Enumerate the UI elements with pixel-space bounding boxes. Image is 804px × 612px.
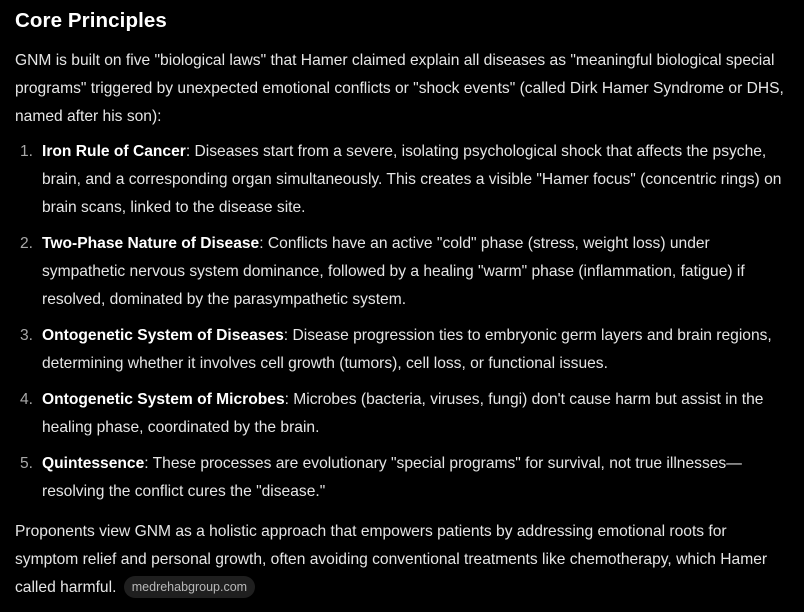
source-citation-chip[interactable]: medrehabgroup.com xyxy=(124,576,255,598)
list-item-text: : Microbes (bacteria, viruses, fungi) don't cause harm but assist in the healing phase, coordinated by the brain. xyxy=(42,391,764,436)
list-item-term: Ontogenetic System of Microbes xyxy=(42,391,285,408)
list-item xyxy=(15,138,790,222)
principles-list xyxy=(15,138,790,514)
list-item-number: 3. xyxy=(20,327,34,344)
list-item-term: Two-Phase Nature of Disease xyxy=(42,235,260,252)
list-item xyxy=(15,322,790,378)
list-item-text: : These processes are evolutionary "special programs" for survival, not true illnesses—resolving the conflict cures the "disease." xyxy=(42,455,742,500)
list-item-number: 5. xyxy=(20,455,34,472)
list-item-term: Quintessence xyxy=(42,455,145,472)
list-item-number: 1. xyxy=(20,143,34,160)
list-item-text: : Conflicts have an active "cold" phase (stress, weight loss) under sympathetic nervous system dominance, followed by a healing "warm" phase (inflammation, fatigue) if resolved, dominated by the parasympathetic system. xyxy=(42,235,745,308)
intro-paragraph: GNM is built on five "biological laws" that Hamer claimed explain all diseases as "meaningful biological special programs" triggered by unexpected emotional conflicts or "shock events" (called Dirk Hamer Syndrome or DHS, named after his son): xyxy=(15,52,784,125)
list-item-number: 4. xyxy=(20,391,34,408)
outro-paragraph xyxy=(15,518,790,602)
list-item-text: : Disease progression ties to embryonic germ layers and brain regions, determining whether it involves cell growth (tumors), cell loss, or functional issues. xyxy=(42,327,772,372)
list-item-term: Ontogenetic System of Diseases xyxy=(42,327,284,344)
section-heading: Core Principles xyxy=(15,9,167,32)
list-item xyxy=(15,386,790,442)
list-item-term: Iron Rule of Cancer xyxy=(42,143,186,160)
list-item-number: 2. xyxy=(20,235,34,252)
list-item xyxy=(15,450,790,506)
list-item xyxy=(15,230,790,314)
list-item-text: : Diseases start from a severe, isolating psychological shock that affects the psyche, brain, and a corresponding organ simultaneously. This creates a visible "Hamer focus" (concentric rings) on brain scans, linked to the disease site. xyxy=(42,143,782,216)
outro-text: Proponents view GNM as a holistic approach that empowers patients by addressing emotional roots for symptom relief and personal growth, often avoiding conventional treatments like chemotherapy, which Hamer called harmful. xyxy=(15,523,768,596)
